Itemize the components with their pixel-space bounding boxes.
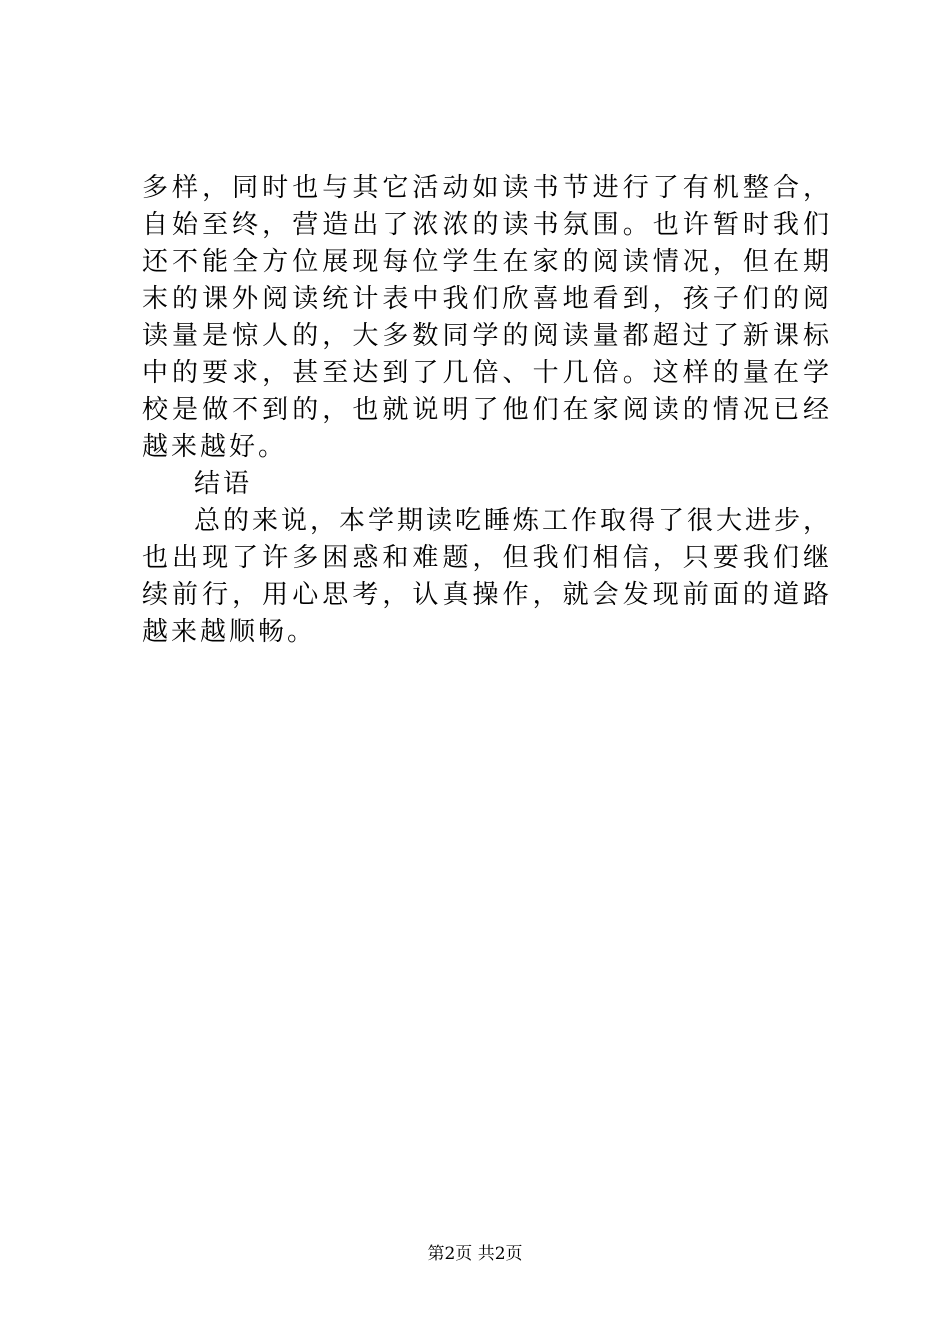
- page-footer: 第2页 共2页: [427, 1244, 523, 1264]
- document-body: [142, 170, 832, 651]
- conclusion-paragraph: 总的来说，本学期读吃睡炼工作取得了很大进步，也出现了许多困惑和难题，但我们相信，只要我们继续前行，用心思考，认真操作，就会发现前面的道路越来越顺畅。: [142, 506, 833, 647]
- section-heading: 结语: [194, 469, 253, 499]
- body-paragraph: 多样，同时也与其它活动如读书节进行了有机整合，自始至终，营造出了浓浓的读书氛围。也许暂时我们还不能全方位展现每位学生在家的阅读情况，但在期末的课外阅读统计表中我们欣喜地看到，孩子们的阅读量是惊人的，大多数同学的阅读量都超过了新课标中的要求，甚至达到了几倍、十几倍。这样的量在学校是做不到的，也就说明了他们在家阅读的情况已经越来越好。: [142, 173, 832, 462]
